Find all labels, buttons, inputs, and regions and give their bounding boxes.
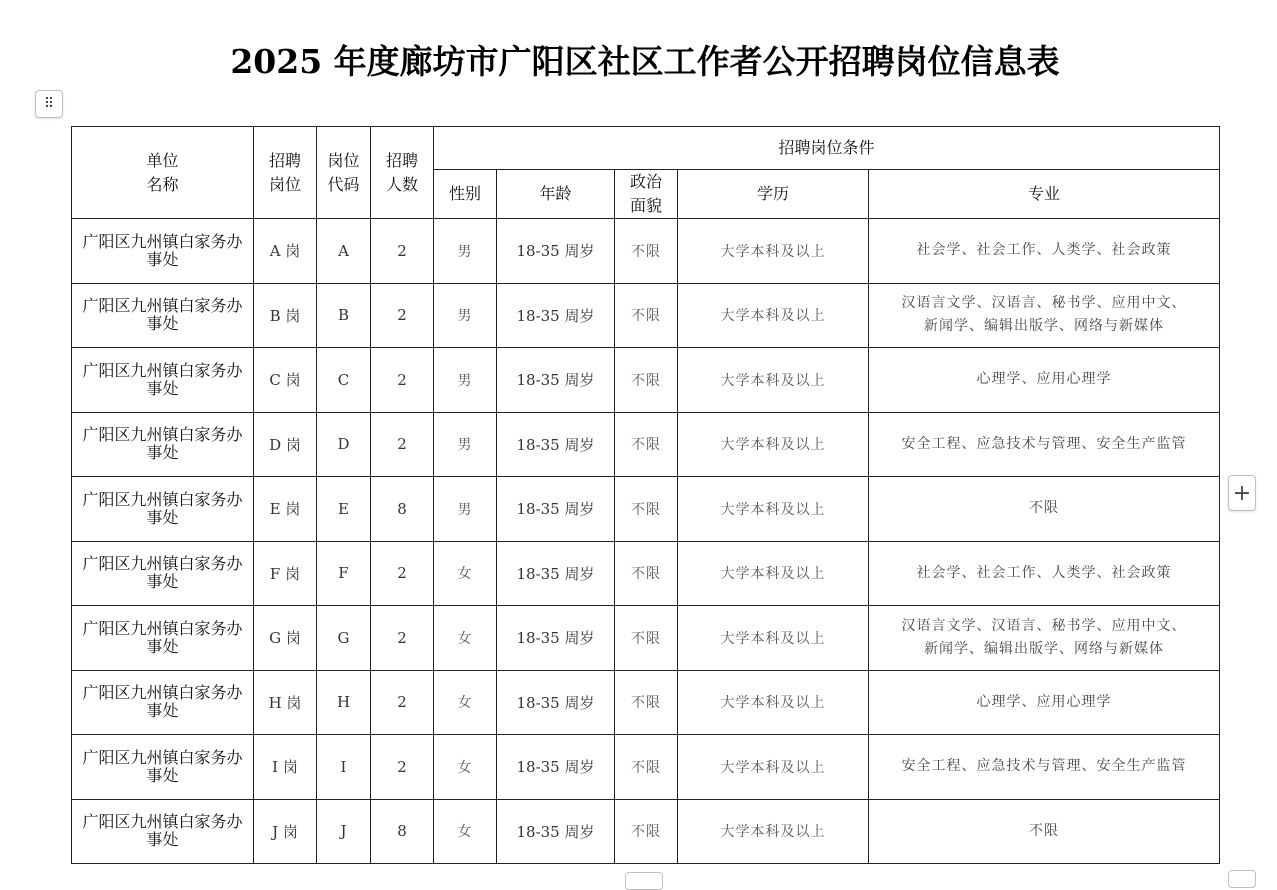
cell-headcount[interactable]: 8	[371, 477, 434, 542]
cell-major[interactable]: 安全工程、应急技术与管理、安全生产监管	[869, 412, 1220, 477]
header-post: 招聘 岗位	[254, 127, 317, 219]
table-row	[72, 348, 1220, 413]
cell-post-code[interactable]: G	[317, 606, 371, 671]
cell-headcount[interactable]: 2	[371, 670, 434, 735]
cell-gender[interactable]: 女	[434, 799, 497, 864]
cell-post[interactable]: C 岗	[254, 348, 317, 413]
cell-political-status[interactable]: 不限	[615, 283, 678, 348]
cell-unit-name[interactable]: 广阳区九州镇白家务办 事处	[72, 735, 254, 800]
table-drag-handle[interactable]	[35, 90, 63, 118]
cell-political-status[interactable]: 不限	[615, 606, 678, 671]
cell-unit-name[interactable]: 广阳区九州镇白家务办 事处	[72, 283, 254, 348]
page-title: 2025 年度廊坊市广阳区社区工作者公开招聘岗位信息表	[230, 42, 1060, 81]
cell-major[interactable]: 汉语言文学、汉语言、秘书学、应用中文、 新闻学、编辑出版学、网络与新媒体	[869, 283, 1220, 348]
drag-handle-icon: ⠿	[43, 96, 55, 112]
cell-headcount[interactable]: 2	[371, 283, 434, 348]
cell-major[interactable]: 不限	[869, 477, 1220, 542]
cell-post-code[interactable]: A	[317, 219, 371, 284]
cell-gender[interactable]: 女	[434, 670, 497, 735]
recruitment-table	[71, 126, 1220, 864]
cell-post-code[interactable]: I	[317, 735, 371, 800]
cell-headcount[interactable]: 2	[371, 541, 434, 606]
cell-age[interactable]: 18-35 周岁	[497, 348, 615, 413]
cell-unit-name[interactable]: 广阳区九州镇白家务办 事处	[72, 219, 254, 284]
table-row	[72, 735, 1220, 800]
cell-post[interactable]: E 岗	[254, 477, 317, 542]
cell-education[interactable]: 大学本科及以上	[678, 541, 869, 606]
header-post-code: 岗位 代码	[317, 127, 371, 219]
cell-political-status[interactable]: 不限	[615, 412, 678, 477]
cell-post-code[interactable]: E	[317, 477, 371, 542]
add-column-button[interactable]	[1228, 475, 1256, 511]
add-row-button[interactable]	[625, 872, 663, 890]
cell-age[interactable]: 18-35 周岁	[497, 412, 615, 477]
cell-age[interactable]: 18-35 周岁	[497, 477, 615, 542]
table-row	[72, 477, 1220, 542]
cell-post[interactable]: I 岗	[254, 735, 317, 800]
cell-gender[interactable]: 男	[434, 477, 497, 542]
cell-gender[interactable]: 男	[434, 219, 497, 284]
cell-education[interactable]: 大学本科及以上	[678, 412, 869, 477]
cell-post-code[interactable]: F	[317, 541, 371, 606]
cell-age[interactable]: 18-35 周岁	[497, 219, 615, 284]
header-political-status: 政治 面貌	[615, 170, 678, 219]
cell-unit-name[interactable]: 广阳区九州镇白家务办 事处	[72, 348, 254, 413]
header-education: 学历	[678, 170, 869, 219]
cell-post[interactable]: D 岗	[254, 412, 317, 477]
cell-political-status[interactable]: 不限	[615, 541, 678, 606]
cell-education[interactable]: 大学本科及以上	[678, 670, 869, 735]
table-row	[72, 670, 1220, 735]
cell-post[interactable]: A 岗	[254, 219, 317, 284]
cell-political-status[interactable]: 不限	[615, 670, 678, 735]
cell-political-status[interactable]: 不限	[615, 348, 678, 413]
cell-age[interactable]: 18-35 周岁	[497, 735, 615, 800]
cell-education[interactable]: 大学本科及以上	[678, 606, 869, 671]
cell-political-status[interactable]: 不限	[615, 799, 678, 864]
cell-gender[interactable]: 女	[434, 541, 497, 606]
table-row	[72, 606, 1220, 671]
cell-post-code[interactable]: C	[317, 348, 371, 413]
cell-unit-name[interactable]: 广阳区九州镇白家务办 事处	[72, 412, 254, 477]
header-unit-name: 单位 名称	[72, 127, 254, 219]
cell-age[interactable]: 18-35 周岁	[497, 606, 615, 671]
cell-headcount[interactable]: 8	[371, 799, 434, 864]
cell-post[interactable]: H 岗	[254, 670, 317, 735]
cell-gender[interactable]: 男	[434, 348, 497, 413]
cell-major[interactable]: 汉语言文学、汉语言、秘书学、应用中文、 新闻学、编辑出版学、网络与新媒体	[869, 606, 1220, 671]
table-row	[72, 541, 1220, 606]
cell-education[interactable]: 大学本科及以上	[678, 283, 869, 348]
header-gender: 性别	[434, 170, 497, 219]
header-conditions: 招聘岗位条件	[434, 127, 1220, 170]
header-age: 年龄	[497, 170, 615, 219]
cell-education[interactable]: 大学本科及以上	[678, 477, 869, 542]
cell-age[interactable]: 18-35 周岁	[497, 541, 615, 606]
cell-education[interactable]: 大学本科及以上	[678, 219, 869, 284]
cell-post[interactable]: G 岗	[254, 606, 317, 671]
table-row	[72, 219, 1220, 284]
table-row	[72, 799, 1220, 864]
cell-education[interactable]: 大学本科及以上	[678, 735, 869, 800]
cell-gender[interactable]: 女	[434, 606, 497, 671]
table-row	[72, 283, 1220, 348]
cell-age[interactable]: 18-35 周岁	[497, 670, 615, 735]
cell-headcount[interactable]: 2	[371, 735, 434, 800]
cell-major[interactable]: 社会学、社会工作、人类学、社会政策	[869, 219, 1220, 284]
cell-gender[interactable]: 女	[434, 735, 497, 800]
cell-major[interactable]: 社会学、社会工作、人类学、社会政策	[869, 541, 1220, 606]
cell-post[interactable]: B 岗	[254, 283, 317, 348]
cell-major[interactable]: 心理学、应用心理学	[869, 670, 1220, 735]
cell-major[interactable]: 心理学、应用心理学	[869, 348, 1220, 413]
cell-age[interactable]: 18-35 周岁	[497, 283, 615, 348]
cell-unit-name[interactable]: 广阳区九州镇白家务办 事处	[72, 541, 254, 606]
cell-gender[interactable]: 男	[434, 412, 497, 477]
cell-gender[interactable]: 男	[434, 283, 497, 348]
cell-political-status[interactable]: 不限	[615, 477, 678, 542]
plus-icon: +	[1232, 480, 1252, 506]
cell-political-status[interactable]: 不限	[615, 735, 678, 800]
cell-unit-name[interactable]: 广阳区九州镇白家务办 事处	[72, 670, 254, 735]
cell-post-code[interactable]: J	[317, 799, 371, 864]
table-row	[72, 412, 1220, 477]
cell-headcount[interactable]: 2	[371, 348, 434, 413]
cell-major[interactable]: 安全工程、应急技术与管理、安全生产监管	[869, 735, 1220, 800]
cell-unit-name[interactable]: 广阳区九州镇白家务办 事处	[72, 477, 254, 542]
table-resize-handle[interactable]	[1228, 870, 1256, 888]
cell-unit-name[interactable]: 广阳区九州镇白家务办 事处	[72, 799, 254, 864]
cell-political-status[interactable]: 不限	[615, 219, 678, 284]
cell-major[interactable]: 不限	[869, 799, 1220, 864]
cell-post-code[interactable]: B	[317, 283, 371, 348]
cell-post-code[interactable]: D	[317, 412, 371, 477]
header-headcount: 招聘 人数	[371, 127, 434, 219]
cell-education[interactable]: 大学本科及以上	[678, 799, 869, 864]
cell-unit-name[interactable]: 广阳区九州镇白家务办 事处	[72, 606, 254, 671]
header-major: 专业	[869, 170, 1220, 219]
cell-post[interactable]: J 岗	[254, 799, 317, 864]
cell-headcount[interactable]: 2	[371, 219, 434, 284]
cell-headcount[interactable]: 2	[371, 606, 434, 671]
cell-post[interactable]: F 岗	[254, 541, 317, 606]
cell-headcount[interactable]: 2	[371, 412, 434, 477]
cell-education[interactable]: 大学本科及以上	[678, 348, 869, 413]
cell-age[interactable]: 18-35 周岁	[497, 799, 615, 864]
cell-post-code[interactable]: H	[317, 670, 371, 735]
